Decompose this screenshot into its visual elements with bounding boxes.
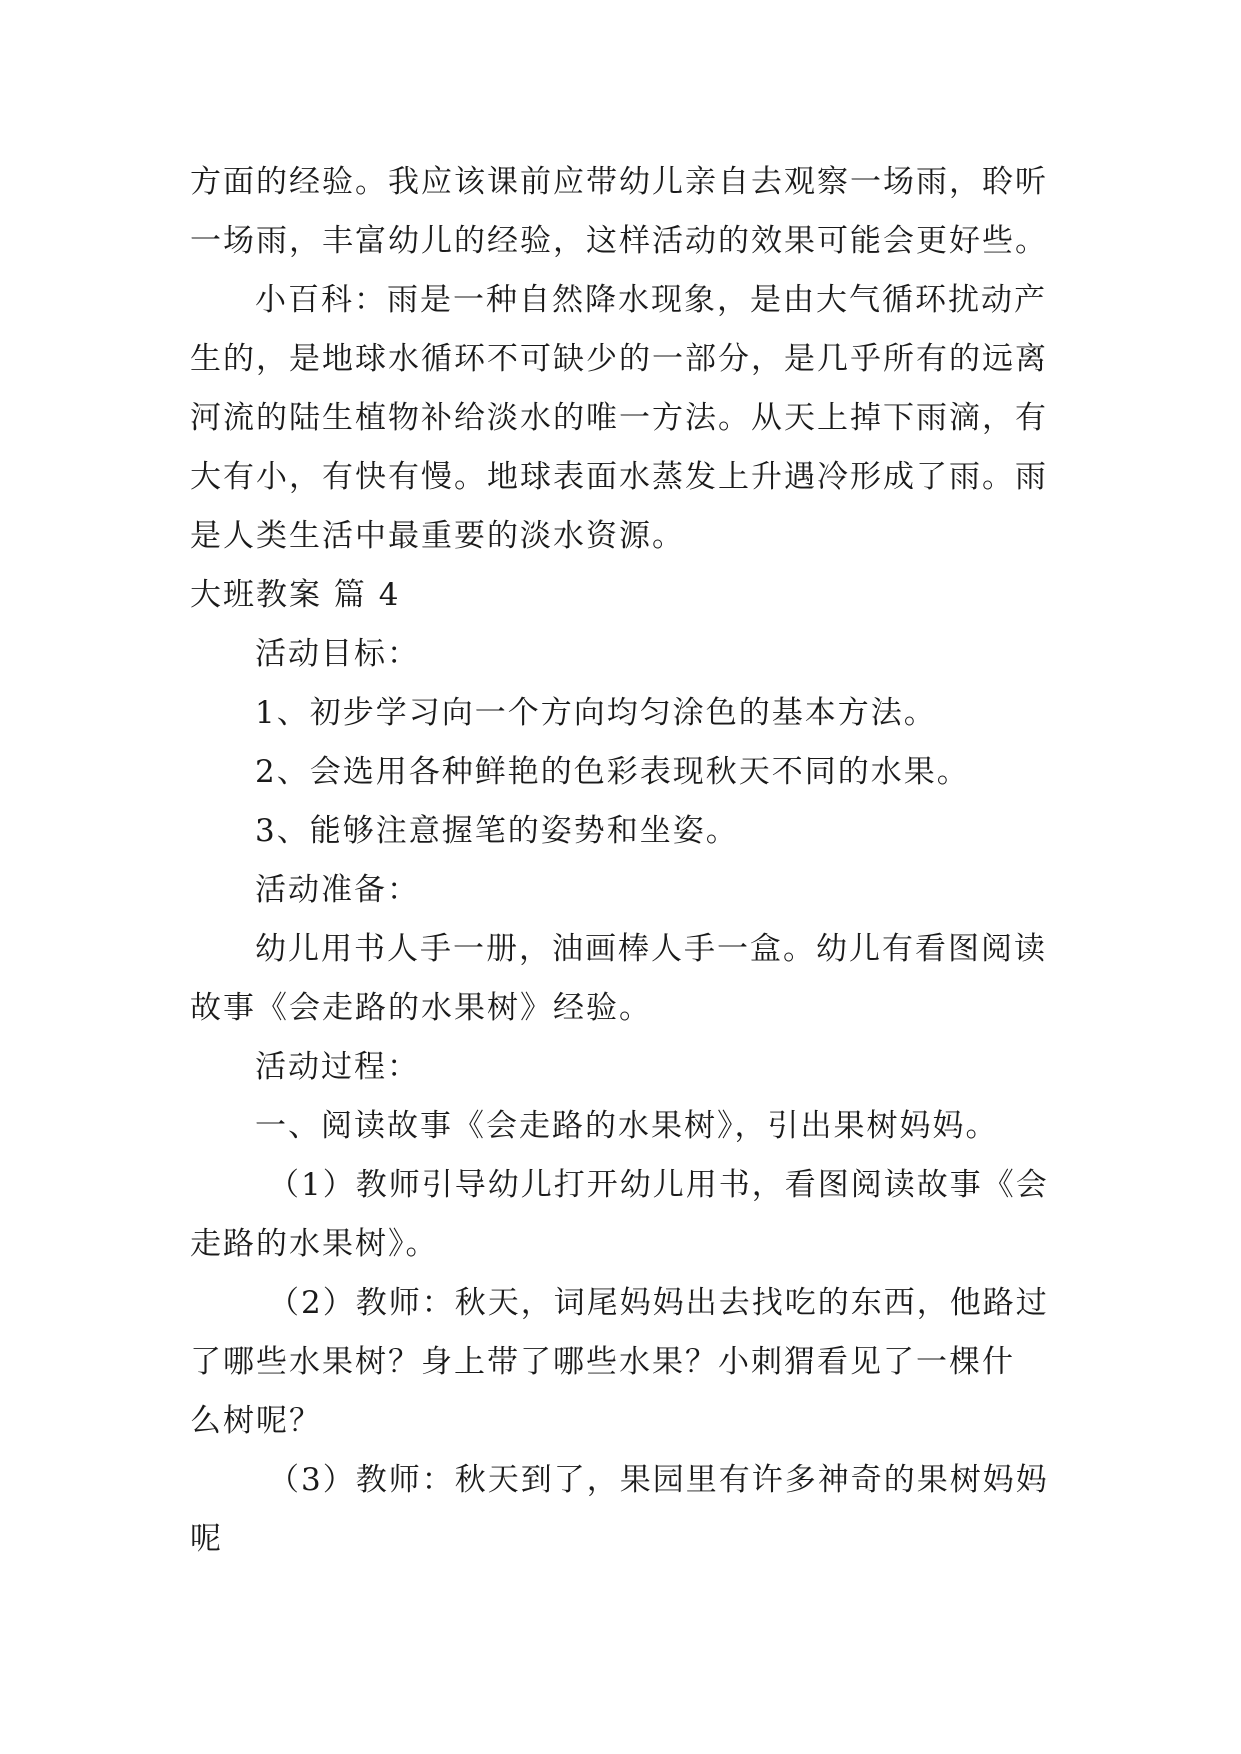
paragraph-line: 一、阅读故事《会走路的水果树》，引出果树妈妈。	[255, 1108, 999, 1144]
paragraph-line: 故事《会走路的水果树》经验。	[190, 990, 652, 1026]
paragraph-line: 一场雨，丰富幼儿的经验，这样活动的效果可能会更好些。	[190, 223, 1048, 259]
paragraph-line: 生的，是地球水循环不可缺少的一部分，是几乎所有的远离	[190, 341, 1048, 377]
paragraph-line: 呢	[190, 1521, 223, 1557]
paragraph-line: 了哪些水果树？身上带了哪些水果？小刺猬看见了一棵什	[190, 1344, 1015, 1380]
subheading: 活动准备：	[255, 872, 420, 908]
paragraph-line: 么树呢？	[190, 1403, 322, 1439]
paragraph-line: （3）教师：秋天到了，果园里有许多神奇的果树妈妈	[268, 1462, 1049, 1498]
paragraph-line: （2）教师：秋天，词尾妈妈出去找吃的东西，他路过	[268, 1285, 1049, 1321]
section-heading: 大班教案 篇 4	[190, 577, 401, 613]
list-item: 1、初步学习向一个方向均匀涂色的基本方法。	[255, 695, 937, 731]
paragraph-line: 小百科：雨是一种自然降水现象，是由大气循环扰动产	[255, 282, 1047, 318]
subheading: 活动过程：	[255, 1049, 420, 1085]
paragraph-line: 河流的陆生植物补给淡水的唯一方法。从天上掉下雨滴，有	[190, 400, 1048, 436]
paragraph-line: 方面的经验。我应该课前应带幼儿亲自去观察一场雨，聆听	[190, 164, 1048, 200]
list-item: 2、会选用各种鲜艳的色彩表现秋天不同的水果。	[255, 754, 970, 790]
paragraph-line: （1）教师引导幼儿打开幼儿用书，看图阅读故事《会	[268, 1167, 1049, 1203]
paragraph-line: 大有小，有快有慢。地球表面水蒸发上升遇冷形成了雨。雨	[190, 459, 1048, 495]
subheading: 活动目标：	[255, 636, 420, 672]
paragraph-line: 走路的水果树》。	[190, 1226, 439, 1262]
list-item: 3、能够注意握笔的姿势和坐姿。	[255, 813, 739, 849]
paragraph-line: 是人类生活中最重要的淡水资源。	[190, 518, 685, 554]
paragraph-line: 幼儿用书人手一册，油画棒人手一盒。幼儿有看图阅读	[255, 931, 1047, 967]
